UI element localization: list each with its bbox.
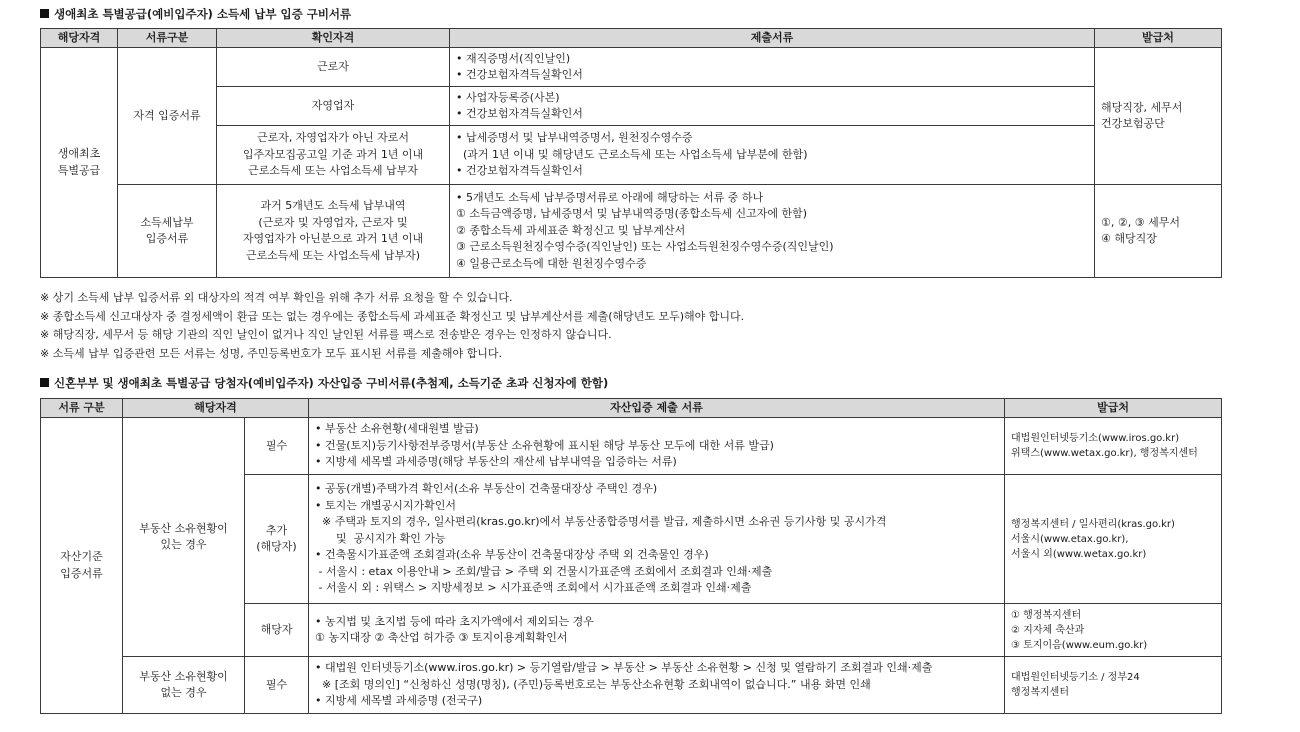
type-cell: 필수	[245, 418, 309, 475]
header-qualification: 해당자격	[123, 399, 309, 418]
section1-title: 생애최초 특별공급(예비입주자) 소득세 납부 입증 구비서류	[40, 6, 351, 22]
who-cell: 자영업자	[217, 87, 450, 126]
header-doc-type: 서류 구분	[41, 399, 123, 418]
issuer-cell: ①, ②, ③ 세무서 ④ 해당직장	[1095, 185, 1222, 278]
header-issuer: 발급처	[1005, 399, 1222, 418]
header-check-qualification: 확인자격	[217, 29, 450, 48]
asset-docs-table	[40, 398, 1222, 714]
note-item: ※ 종합소득세 신고대상자 중 결정세액이 환급 또는 없는 경우에는 종합소득세 과세표준 확정신고 및 납부계산서를 제출(해당년도 모두)해야 합니다.	[40, 309, 745, 323]
docs-cell: • 5개년도 소득세 납부증명서류로 아래에 해당하는 서류 중 하나 ① 소득금액증명, 납세증명서 및 납부내역증명(종합소득세 신고자에 한함) ② 종합소득세 과세표준 확정신고 및 납부계산서 ③ 근로소득원천징수영수증(직인날인) 또는 사업소득원천징수영수증(직인날인) ④ 일용근로소득에 대한 원천징수영수증	[450, 185, 1095, 278]
docs-cell: • 재직증명서(직인날인) • 건강보험자격득실확인서	[450, 48, 1095, 87]
table-row	[41, 126, 1222, 185]
table-header-row	[41, 399, 1222, 418]
table-row	[41, 657, 1222, 714]
note-item: ※ 소득세 납부 입증관련 모든 서류는 성명, 주민등록번호가 모두 표시된 서류를 제출해야 합니다.	[40, 346, 502, 360]
table-row	[41, 48, 1222, 87]
who-cell: 과거 5개년도 소득세 납부내역 (근로자 및 자영업자, 근로자 및 자영업자가 아닌분으로 과거 1년 이내 근로소득세 또는 사업소득세 납부자)	[217, 185, 450, 278]
who-cell: 근로자	[217, 48, 450, 87]
docs-cell: • 대법원 인터넷등기소(www.iros.go.kr) > 등기열람/발급 > 부동산 > 부동산 소유현황 > 신청 및 열람하기 조회결과 인쇄·제출 ※ [조회 명의인] “신청하신 성명(명칭), (주민)등록번호로는 부동산소유현황 조회내역이 없습니다.” 내용 화면 인쇄 • 지방세 세목별 과세증명 (전국구)	[309, 657, 1005, 714]
type-cell: 추가 (해당자)	[245, 475, 309, 604]
square-bullet-icon	[40, 9, 49, 18]
header-submit-docs: 제출서류	[450, 29, 1095, 48]
note-item: ※ 상기 소득세 납부 입증서류 외 대상자의 적격 여부 확인을 위해 추가 서류 요청을 할 수 있습니다.	[40, 291, 513, 304]
section2-title: 신혼부부 및 생애최초 특별공급 당첨자(예비입주자) 자산입증 구비서류(추첨제, 소득기준 초과 신청자에 한함)	[40, 375, 608, 391]
group-qualification-docs: 자격 입증서류	[118, 48, 217, 185]
header-qualification: 해당자격	[41, 29, 118, 48]
type-cell: 필수	[245, 657, 309, 714]
docs-cell: • 공동(개별)주택가격 확인서(소유 부동산이 건축물대장상 주택인 경우) • 토지는 개별공시지가확인서 ※ 주택과 토지의 경우, 일사편리(kras.go.kr)에서 부동산종합증명서를 발급, 제출하시면 소유권 등기사항 및 공시가격 및 공시지가 확인 가능 • 건축물시가표준액 조회결과(소유 부동산이 건축물대장상 주택 외 건축물인 경우) - 서울시 : etax 이용안내 > 조회/발급 > 주택 외 건물시가표준액 조회에서 조회결과 인쇄·제출 - 서울시 외 : 위택스 > 지방세정보 > 시가표준액 조회에서 시가표준액 조회결과 인쇄·제출	[309, 475, 1005, 604]
issuer-cell: 대법원인터넷등기소 / 정부24 행정복지센터	[1005, 657, 1222, 714]
table-row	[41, 418, 1222, 475]
who-cell: 근로자, 자영업자가 아닌 자로서 입주자모집공고일 기준 과거 1년 이내 근로소득세 또는 사업소득세 납부자	[217, 126, 450, 185]
note-item: ※ 해당직장, 세무서 등 해당 기관의 직인 날인이 없거나 직인 날인된 서류를 팩스로 전송받은 경우는 인정하지 않습니다.	[40, 328, 612, 341]
doc-type-cell: 자산기준 입증서류	[41, 418, 123, 714]
non-owner-cell: 부동산 소유현황이 없는 경우	[123, 657, 245, 714]
notes	[40, 289, 744, 363]
issuer-cell: ① 행정복지센터 ② 지자체 축산과 ③ 토지이음(www.eum.go.kr)	[1005, 604, 1222, 657]
table-row	[41, 87, 1222, 126]
docs-cell: • 부동산 소유현황(세대원별 발급) • 건물(토지)등기사항전부증명서(부동산 소유현황에 표시된 해당 부동산 모두에 대한 서류 발급) • 지방세 세목별 과세증명(해당 부동산의 재산세 납부내역을 입증하는 서류)	[309, 418, 1005, 475]
income-tax-docs-table	[40, 28, 1222, 278]
issuer-cell: 해당직장, 세무서 건강보험공단	[1095, 48, 1222, 185]
docs-cell: • 사업자등록증(사본) • 건강보험자격득실확인서	[450, 87, 1095, 126]
type-cell: 해당자	[245, 604, 309, 657]
header-issuer: 발급처	[1095, 29, 1222, 48]
square-bullet-icon	[40, 378, 49, 387]
docs-cell: • 납세증명서 및 납부내역증명서, 원천징수영수증 (과거 1년 이내 및 해당년도 근로소득세 또는 사업소득세 납부분에 한함) • 건강보험자격득실확인서	[450, 126, 1095, 185]
group-income-tax-docs: 소득세납부 입증서류	[118, 185, 217, 278]
issuer-cell: 행정복지센터 / 일사편리(kras.go.kr) 서울시(www.etax.go.kr), 서울시 외(www.wetax.go.kr)	[1005, 475, 1222, 604]
docs-cell: • 농지법 및 초지법 등에 따라 초지가액에서 제외되는 경우 ① 농지대장 ② 축산업 허가증 ③ 토지이용계획확인서	[309, 604, 1005, 657]
header-doc-type: 서류구분	[118, 29, 217, 48]
qualification-cell: 생애최초 특별공급	[41, 48, 118, 278]
table-header-row	[41, 29, 1222, 48]
owner-cell: 부동산 소유현황이 있는 경우	[123, 418, 245, 657]
issuer-cell: 대법원인터넷등기소(www.iros.go.kr) 위택스(www.wetax.go.kr), 행정복지센터	[1005, 418, 1222, 475]
header-asset-docs: 자산입증 제출 서류	[309, 399, 1005, 418]
